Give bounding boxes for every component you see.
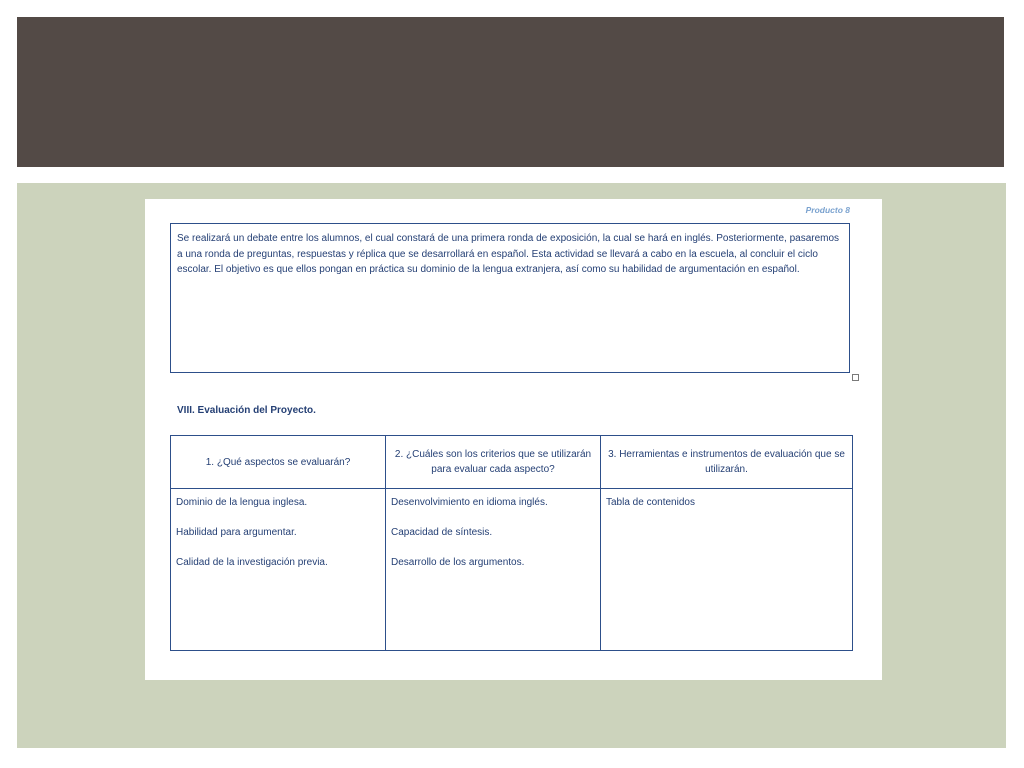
description-text-box[interactable]: Se realizará un debate entre los alumnos, el cual constará de una primera ronda de exposición, la cual se hará en inglés. Posteriormente, pasaremos a una ronda de preguntas, respuestas y réplica que se desarrollará en español. Esta actividad se llevará a cabo en la escuela, al concluir el ciclo escolar. El objetivo es que ellos pongan en práctica su dominio de la lengua extranjera, así como su habilidad de argumentación en español. — [170, 223, 850, 373]
slide-title-bar — [17, 17, 1004, 167]
header-criteria: 2. ¿Cuáles son los criterios que se utilizarán para evaluar cada aspecto? — [386, 436, 601, 489]
list-item: Desarrollo de los argumentos. — [391, 557, 525, 568]
aspects-cell — [171, 489, 386, 651]
table-row — [171, 489, 853, 651]
document-page — [145, 199, 882, 680]
list-item: Tabla de contenidos — [606, 497, 695, 508]
product-label: Producto 8 — [805, 205, 850, 215]
header-aspects: 1. ¿Qué aspectos se evaluarán? — [171, 436, 386, 489]
resize-handle-icon[interactable] — [852, 374, 859, 381]
evaluation-table — [170, 435, 853, 651]
list-item: Capacidad de síntesis. — [391, 527, 493, 538]
table-header-row — [171, 436, 853, 489]
list-item: Dominio de la lengua inglesa. — [176, 497, 308, 508]
tools-cell — [601, 489, 853, 651]
list-item: Desenvolvimiento en idioma inglés. — [391, 497, 548, 508]
list-item: Calidad de la investigación previa. — [176, 557, 328, 568]
section-title: VIII. Evaluación del Proyecto. — [177, 405, 316, 416]
list-item: Habilidad para argumentar. — [176, 527, 297, 538]
header-tools: 3. Herramientas e instrumentos de evaluación que se utilizarán. — [601, 436, 853, 489]
criteria-cell — [386, 489, 601, 651]
